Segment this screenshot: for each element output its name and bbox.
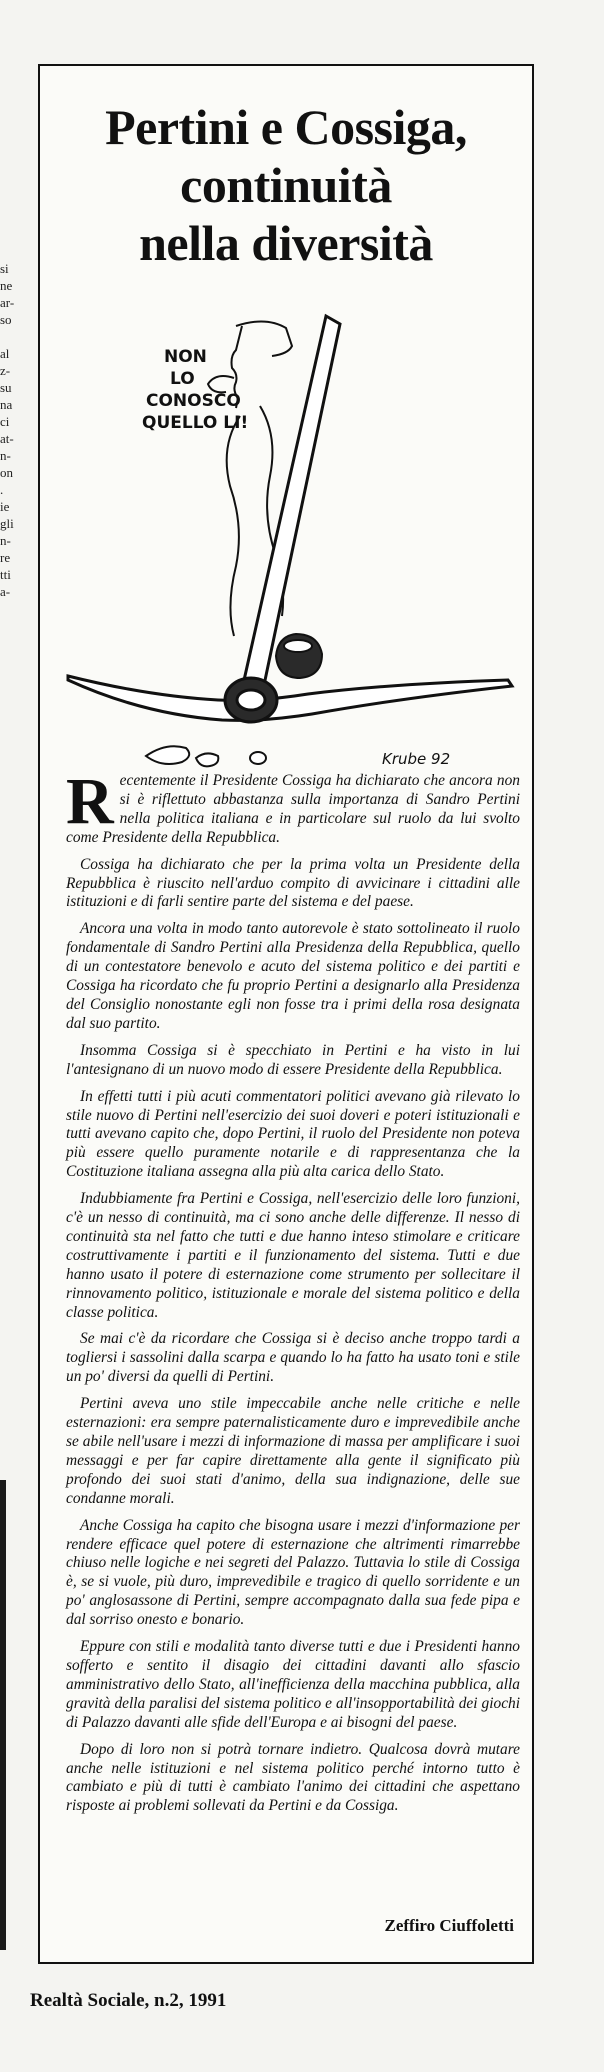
adjacent-column-fragment: si ne ar- so al z- su na ci at- n- on . ie gli n- re tti a- — [0, 261, 14, 599]
article-frame — [38, 64, 534, 1964]
speech-line-3: CONOSCO — [146, 391, 241, 411]
publication-source: Realtà Sociale, n.2, 1991 — [30, 1990, 227, 2011]
headline-line-1: Pertini e Cossiga, — [105, 99, 467, 155]
article-paragraph: Cossiga ha dichiarato che per la prima volta un Presidente della Repubblica è riuscito nell'arduo compito di avvicinare i cittadini alle istituzioni e di farli sentire parte del sistema e del paese. — [66, 855, 520, 911]
article-paragraph: Se mai c'è da ricordare che Cossiga si è deciso anche troppo tardi a togliersi i sassolini dalla scarpa e quando lo ha fatto ha usato toni e stile un po' diversi da quelli di Pertini. — [66, 1330, 520, 1386]
drop-cap: R — [66, 765, 114, 838]
ground-stones — [146, 746, 266, 766]
article-paragraph: Eppure con stili e modalità tanto diverse tutti e due i Presidenti hanno sofferto e sentito il disagio dei cittadini davanti allo sfascio amministrativo dello Stato, all'inefficienza della macchina pubblica, alla gravità della paralisi del sistema politico e all'insopportabilità dei giochi di Palazzo davanti alle sfide dell'Europa e ai bisogni del paese. — [66, 1638, 520, 1731]
pipe-icon — [276, 634, 322, 678]
cartoon-illustration — [46, 306, 530, 806]
article-paragraph: Ancora una volta in modo tanto autorevole è stato sottolineato il ruolo fondamentale di Sandro Pertini alla Presidenza della Repubblica, quello di un contestatore benevolo e acuto del sistema politico e dei partiti e Cossiga ha ricordato che fu proprio Pertini a designarlo alla Presidenza del Consiglio nonostante egli non fosse tra i primi della rosa designata dal suo partito. — [66, 920, 520, 1032]
adjacent-column-bar — [0, 1480, 6, 1950]
article-paragraph: Insomma Cossiga si è specchiato in Pertini e ha visto in lui l'antesignano di un nuovo modo di essere Presidente della Repubblica. — [66, 1041, 520, 1078]
article-paragraph: Dopo di loro non si potrà tornare indietro. Qualcosa dovrà mutare anche nelle istituzioni e nel sistema politico perché intorno tutto è cambiato e più di tutti è cambiato l'animo dei cittadini che aspettano risposte ai problemi sollevati da Pertini e da Cossiga. — [66, 1740, 520, 1815]
cartoonist-signature: Krube 92 — [382, 750, 451, 768]
article-body — [66, 765, 520, 1824]
speech-line-4: QUELLO LI! — [142, 413, 249, 433]
article-paragraph: In effetti tutti i più acuti commentatori politici avevano già rilevato lo stile nuovo di Pertini nell'esercizio dei suoi doveri e poteri istituzionali e tutti avevano capito che, dopo Pertini, il ruolo del Presidente non poteva più essere quello puramente notarile e di rappresentanza che la Costituzione italiana assegna alla più alta carica dello Stato. — [66, 1087, 520, 1181]
headline-line-3: nella diversità — [139, 215, 433, 271]
speech-line-2: LO — [170, 369, 195, 389]
pickaxe-head — [68, 676, 512, 722]
speech-line-1: NON — [164, 347, 207, 367]
article-paragraph: Indubbiamente fra Pertini e Cossiga, nell'esercizio delle loro funzioni, c'è un nesso di continuità, ma ci sono anche delle differenze. Il nesso di continuità sta nel fatto che tutti e due hanno inteso stimolare e criticare costruttivamente i partiti e il funzionamento del sistema. Tutti e due hanno usato il potere di esternazione come strumento per sollecitare il rinnovamento politico, istituzionale e morale del sistema politico e della classe politica. — [66, 1190, 520, 1321]
article-paragraph: Recentemente il Presidente Cossiga ha dichiarato che ancora non si è riflettuto abbastanza sulla importanza di Sandro Pertini nella politica italiana e in particolare sul ruolo da lui svolto come Presidente della Repubblica. — [66, 765, 520, 846]
article-author: Zeffiro Ciuffoletti — [384, 1916, 514, 1935]
article-paragraph: Anche Cossiga ha capito che bisogna usare i mezzi d'informazione per rendere efficace quel potere di esternazione che altrimenti rimarrebbe chiuso nelle logiche e nei segreti del Palazzo. Tuttavia lo stile di Cossiga è, se si vuole, più duro, imprevedibile e tragico di quello sorridente e un po' anglosassone di Pertini, sempre accompagnato dalla sua fede pipa e dal sorriso onesto e bonario. — [66, 1516, 520, 1629]
headline-line-2: continuità — [180, 157, 392, 213]
article-headline — [40, 98, 532, 272]
article-paragraph: Pertini aveva uno stile impeccabile anche nelle critiche e nelle esternazioni: era sempre paternalisticamente duro e imprevedibile anche se abile nell'usare i mezzi di informazione di massa per amplificare i suoi messaggi e per far capire direttamente alla gente il significato più profondo dei suoi stati d'animo, della sua indignazione, delle sue condanne morali. — [66, 1395, 520, 1507]
